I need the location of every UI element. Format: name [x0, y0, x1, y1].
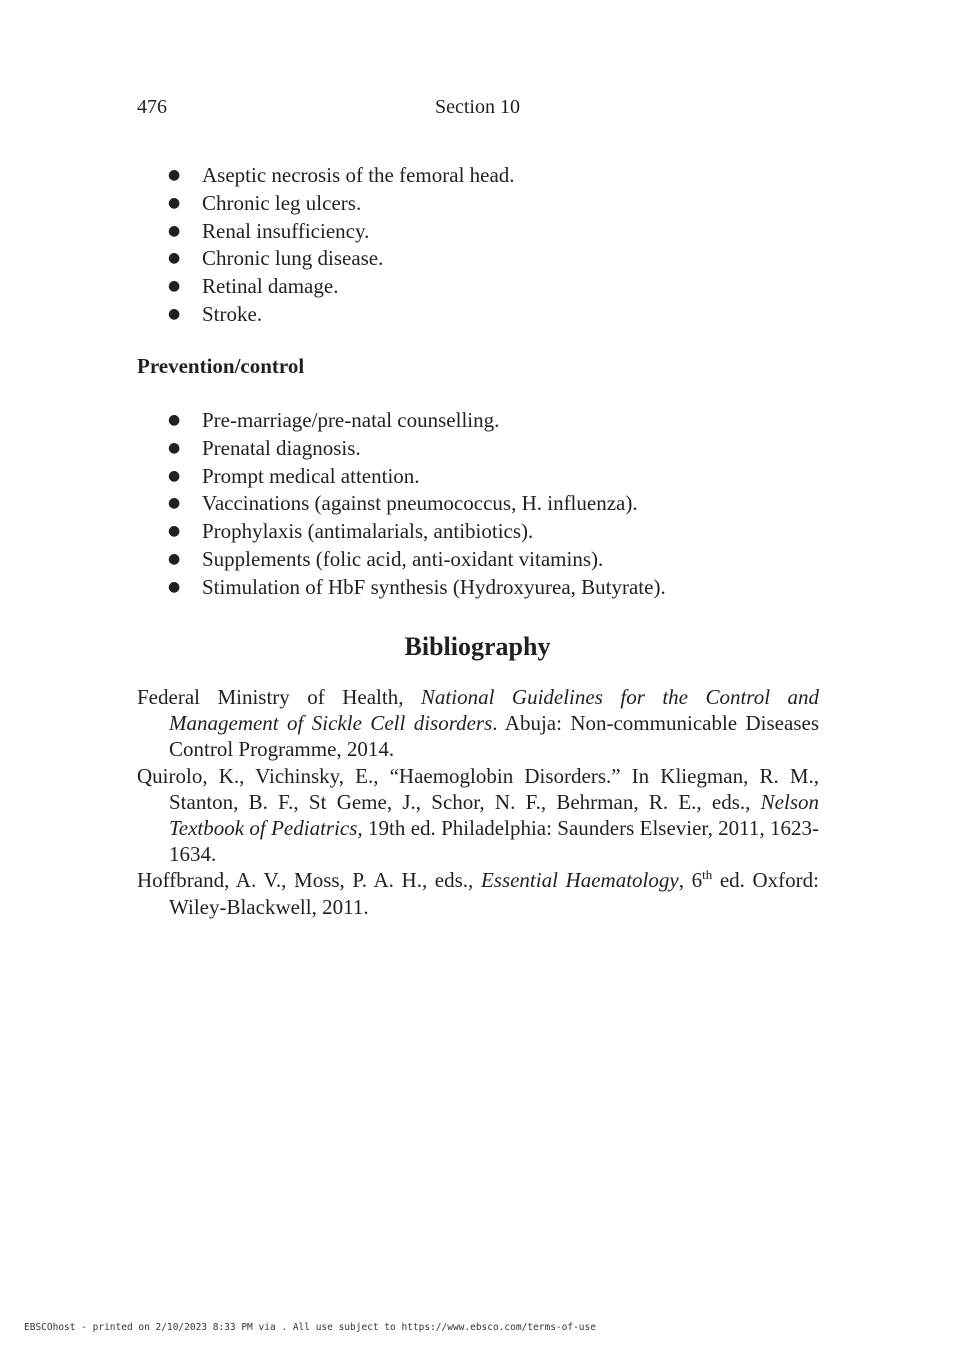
list-item: ● Supplements (folic acid, anti-oxidant vitamins).: [168, 546, 666, 574]
work-title: National Guidelines for the Control and Management of Sickle Cell disorders: [169, 685, 819, 736]
bibliography-entry: Federal Ministry of Health, National Guidelines for the Control and Management of Sickle Cell disorders. Abuja: Non-communicable Diseases Control Programme, 2014.: [137, 685, 819, 762]
bullet-icon: ●: [168, 523, 181, 540]
print-footer: EBSCOhost - printed on 2/10/2023 8:33 PM via . All use subject to https://www.ebsco.com/terms-of-use: [24, 1322, 596, 1333]
bullet-icon: ●: [168, 222, 181, 239]
bullet-icon: ●: [168, 305, 181, 322]
bullet-icon: ●: [168, 167, 181, 183]
bullet-icon: ●: [168, 412, 181, 428]
list-item: ● Stroke.: [168, 301, 515, 329]
prevention-heading: Prevention/control: [137, 354, 305, 378]
list-item: ● Vaccinations (against pneumococcus, H. influenza).: [168, 490, 666, 518]
edition-superscript: th: [702, 867, 713, 883]
list-item: ● Chronic lung disease.: [168, 245, 515, 273]
list-item: ● Aseptic necrosis of the femoral head.: [168, 162, 515, 190]
list-item: ● Retinal damage.: [168, 273, 515, 301]
bullet-icon: ●: [168, 439, 181, 456]
bullet-icon: ●: [168, 250, 181, 267]
bullet-icon: ●: [168, 467, 181, 484]
bullet-icon: ●: [168, 278, 181, 295]
list-item: ● Stimulation of HbF synthesis (Hydroxyurea, Butyrate).: [168, 574, 666, 602]
list-item: ● Prenatal diagnosis.: [168, 435, 666, 463]
work-title: Nelson Textbook of Pediatrics,: [169, 789, 819, 841]
bullet-icon: ●: [168, 495, 181, 512]
bullet-icon: ●: [168, 550, 181, 567]
list-item: ● Pre-marriage/pre-natal counselling.: [168, 407, 666, 435]
work-title: Essential Haematology: [480, 868, 679, 893]
running-head: Section 10: [435, 96, 520, 118]
bullet-icon: ●: [168, 194, 181, 211]
bibliography-entry: Quirolo, K., Vichinsky, E., “Haemoglobin Disorders.” In Kliegman, R. M., Stanton, B. F., St Geme, J., Schor, N. F., Behrman, R. E., eds., Nelson Textbook of Pediatrics, 19th ed. Philadelphia: Saunders Elsevier, 2011, 1623-1634.: [137, 763, 819, 867]
bibliography-list: [137, 684, 819, 920]
bibliography-entry: Hoffbrand, A. V., Moss, P. A. H., eds., Essential Haematology, 6th ed. Oxford: Wiley-Blackwell, 2011.: [137, 867, 820, 919]
bibliography-heading: Bibliography: [404, 632, 551, 661]
prevention-list: [168, 407, 666, 602]
complications-list: [168, 162, 515, 329]
bullet-icon: ●: [168, 578, 181, 595]
list-item: ● Prompt medical attention.: [168, 463, 666, 491]
list-item: ● Renal insufficiency.: [168, 218, 515, 246]
list-item: ● Prophylaxis (antimalarials, antibiotics).: [168, 518, 666, 546]
page-number: 476: [137, 96, 167, 118]
list-item: ● Chronic leg ulcers.: [168, 190, 515, 218]
